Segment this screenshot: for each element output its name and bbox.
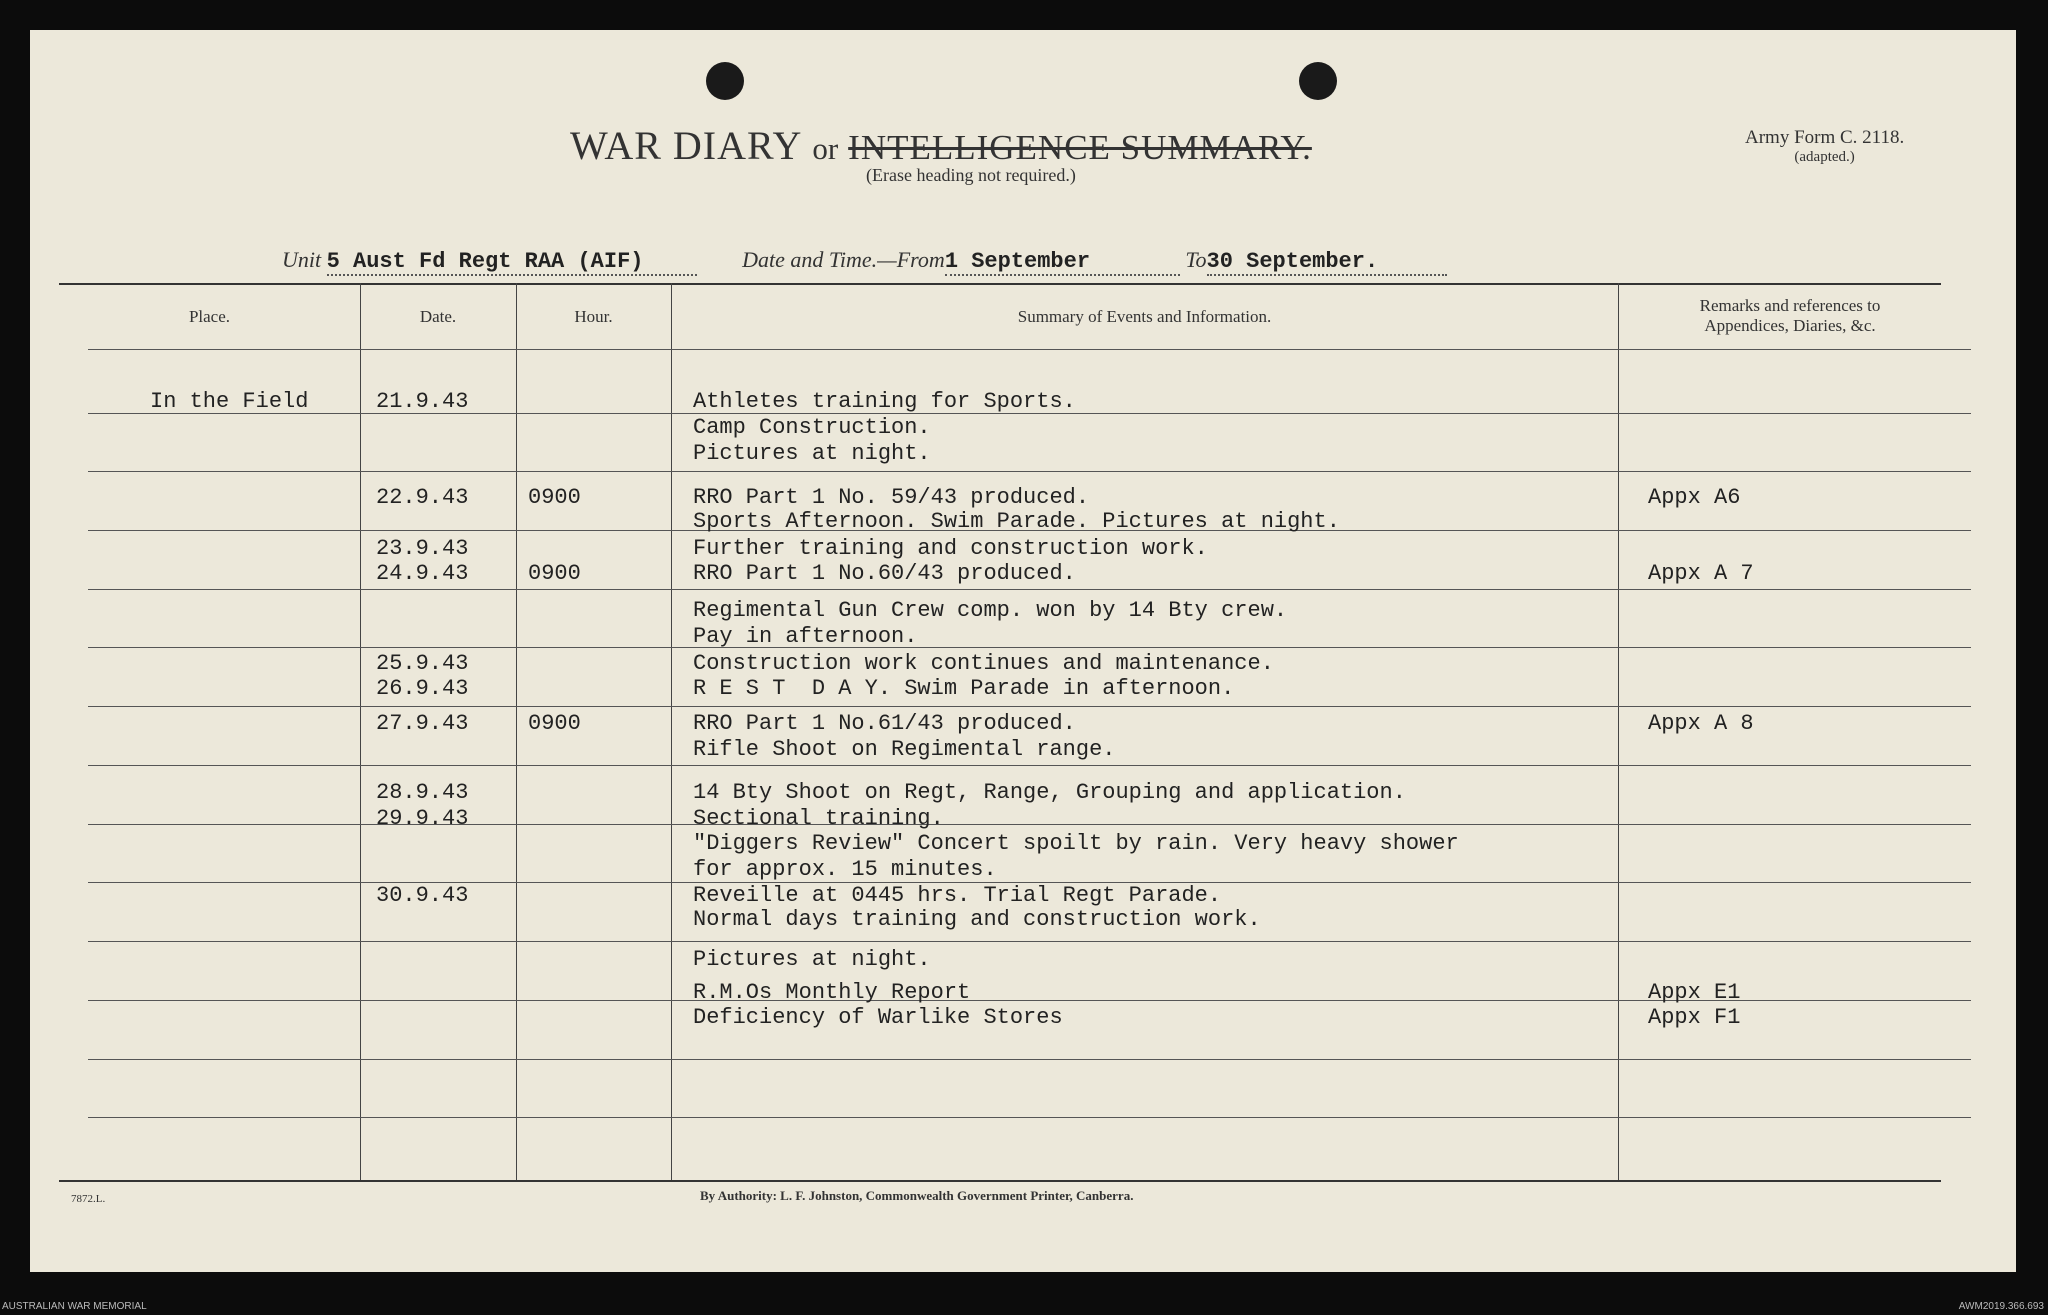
entry-summary: 14 Bty Shoot on Regt, Range, Grouping and application. bbox=[693, 780, 1406, 805]
ruled-line bbox=[88, 589, 1971, 590]
ruled-line bbox=[88, 647, 1971, 648]
entry-remark: Appx A 8 bbox=[1648, 711, 1754, 736]
entry-summary: Reveille at 0445 hrs. Trial Regt Parade. bbox=[693, 883, 1222, 908]
entry-summary: Pictures at night. bbox=[693, 441, 931, 466]
column-divider bbox=[360, 283, 361, 1180]
entry-date: 25.9.43 bbox=[376, 651, 469, 676]
date-label: Date and Time.—From bbox=[742, 247, 945, 272]
form-title bbox=[570, 122, 1312, 169]
printer-authority: By Authority: L. F. Johnston, Commonwealth Government Printer, Canberra. bbox=[700, 1188, 1134, 1203]
entry-hour: 0900 bbox=[528, 485, 581, 510]
entry-summary: for approx. 15 minutes. bbox=[693, 857, 997, 882]
entry-summary: Regimental Gun Crew comp. won by 14 Bty crew. bbox=[693, 598, 1288, 623]
entry-date: 28.9.43 bbox=[376, 780, 469, 805]
army-form-line2: (adapted.) bbox=[1794, 149, 1855, 165]
form-subtitle: (Erase heading not required.) bbox=[866, 165, 1076, 185]
entry-date: 24.9.43 bbox=[376, 561, 469, 586]
archive-label: AUSTRALIAN WAR MEMORIAL bbox=[2, 1301, 147, 1312]
ruled-line bbox=[88, 765, 1971, 766]
title-main: WAR DIARY bbox=[570, 123, 803, 168]
entry-summary: Normal days training and construction work. bbox=[693, 907, 1261, 932]
column-divider bbox=[1618, 283, 1619, 1180]
ruled-line bbox=[88, 471, 1971, 472]
to-value: 30 September. bbox=[1207, 249, 1447, 276]
header-hour: Hour. bbox=[574, 307, 613, 326]
entry-date: 30.9.43 bbox=[376, 883, 469, 908]
entry-date: 27.9.43 bbox=[376, 711, 469, 736]
unit-label: Unit bbox=[282, 247, 322, 272]
entry-summary: Pictures at night. bbox=[693, 947, 931, 972]
header-place: Place. bbox=[188, 307, 231, 326]
ruled-line bbox=[88, 706, 1971, 707]
entry-hour: 0900 bbox=[528, 561, 581, 586]
title-struck: INTELLIGENCE SUMMARY. bbox=[848, 128, 1312, 167]
ruled-line bbox=[88, 349, 1971, 350]
header-remarks: Remarks and references to Appendices, Diaries, &c. bbox=[1699, 296, 1881, 335]
to-label: To bbox=[1185, 247, 1207, 272]
entry-remark: Appx F1 bbox=[1648, 1005, 1741, 1030]
table-top-rule bbox=[59, 283, 1941, 285]
entry-summary: Deficiency of Warlike Stores bbox=[693, 1005, 1063, 1030]
army-form-line1: Army Form C. 2118. bbox=[1745, 127, 1905, 148]
table-bottom-rule bbox=[59, 1180, 1941, 1182]
ruled-line bbox=[88, 1117, 1971, 1118]
title-or: or bbox=[812, 131, 839, 166]
entry-summary: Camp Construction. bbox=[693, 415, 931, 440]
header-date: Date. bbox=[419, 307, 457, 326]
entry-place: In the Field bbox=[150, 389, 309, 414]
column-divider bbox=[671, 283, 672, 1180]
unit-row bbox=[282, 247, 1447, 276]
entry-summary: Sectional training. bbox=[693, 806, 944, 831]
entry-summary: Pay in afternoon. bbox=[693, 624, 918, 649]
entry-summary: Construction work continues and maintenance. bbox=[693, 651, 1274, 676]
form-code: 7872.L. bbox=[71, 1193, 106, 1205]
archive-id: AWM2019.366.693 bbox=[1958, 1301, 2044, 1312]
entry-remark: Appx E1 bbox=[1648, 980, 1741, 1005]
entry-summary: Athletes training for Sports. bbox=[693, 389, 1076, 414]
punch-hole bbox=[1299, 62, 1337, 100]
unit-value: 5 Aust Fd Regt RAA (AIF) bbox=[327, 249, 697, 276]
ruled-line bbox=[88, 1059, 1971, 1060]
entry-hour: 0900 bbox=[528, 711, 581, 736]
entry-summary: RRO Part 1 No.61/43 produced. bbox=[693, 711, 1076, 736]
entry-date: 23.9.43 bbox=[376, 536, 469, 561]
entry-remark: Appx A6 bbox=[1648, 485, 1741, 510]
entry-summary: R E S T D A Y. Swim Parade in afternoon. bbox=[693, 676, 1235, 701]
entry-date: 26.9.43 bbox=[376, 676, 469, 701]
entry-summary: Further training and construction work. bbox=[693, 536, 1208, 561]
column-divider bbox=[516, 283, 517, 1180]
entry-summary: Rifle Shoot on Regimental range. bbox=[693, 737, 1116, 762]
entry-date: 21.9.43 bbox=[376, 389, 469, 414]
header-summary: Summary of Events and Information. bbox=[1017, 307, 1272, 326]
punch-hole bbox=[706, 62, 744, 100]
entry-remark: Appx A 7 bbox=[1648, 561, 1754, 586]
ruled-line bbox=[88, 941, 1971, 942]
entry-summary: Sports Afternoon. Swim Parade. Pictures at night. bbox=[693, 509, 1340, 534]
from-value: 1 September bbox=[945, 249, 1180, 276]
entry-summary: R.M.Os Monthly Report bbox=[693, 980, 971, 1005]
entry-summary: RRO Part 1 No. 59/43 produced. bbox=[693, 485, 1090, 510]
entry-date: 29.9.43 bbox=[376, 806, 469, 831]
entry-summary: "Diggers Review" Concert spoilt by rain. Very heavy shower bbox=[693, 831, 1459, 856]
entry-date: 22.9.43 bbox=[376, 485, 469, 510]
army-form-number bbox=[1745, 127, 1904, 166]
ruled-line bbox=[88, 824, 1971, 825]
entry-summary: RRO Part 1 No.60/43 produced. bbox=[693, 561, 1076, 586]
